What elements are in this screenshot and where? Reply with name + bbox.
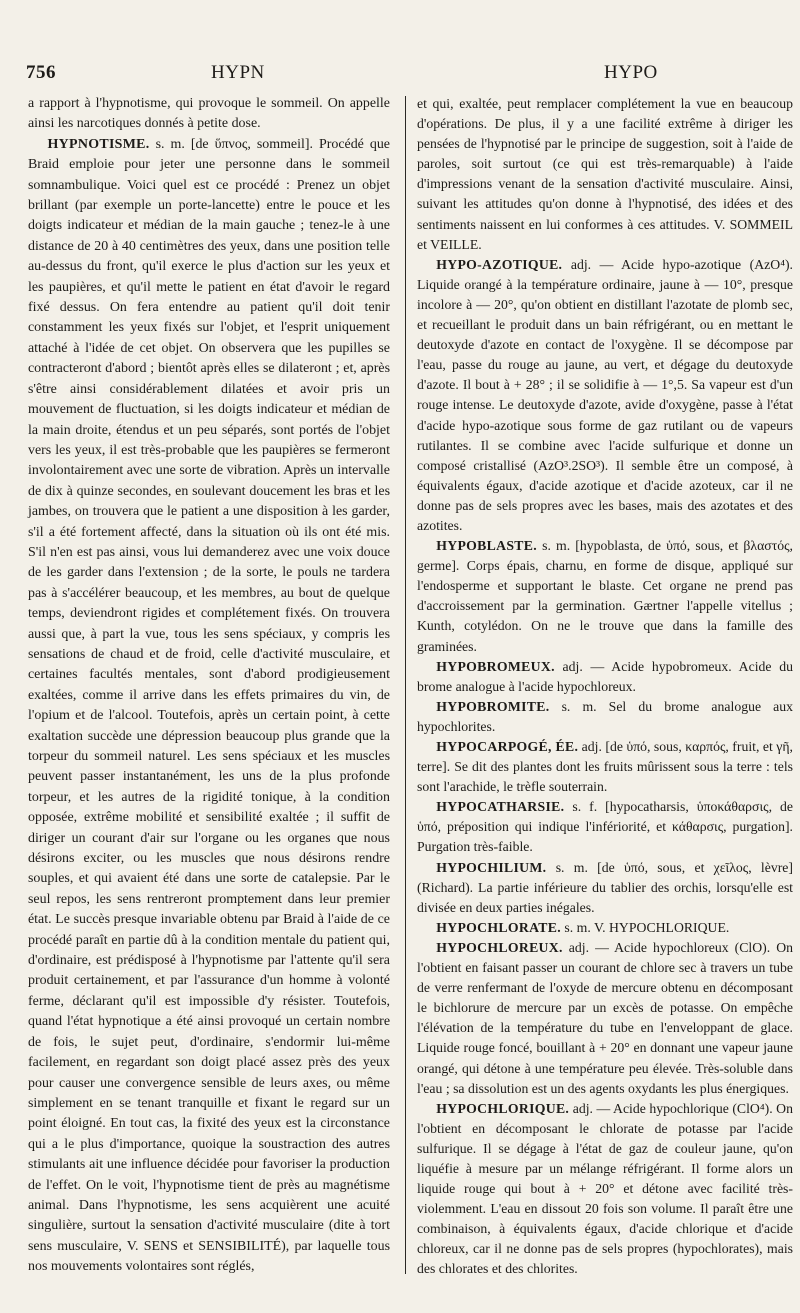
entry-hypnotisme: HYPNOTISME. s. m. [de ὕπνος, sommeil]. Procédé que Braid emploie pour jeter une personne dans le sommeil somnambulique. Voici quel est ce procédé : Prenez un objet brillant (par exemple un porte-lancette) entre le pouce et les doigts indicateur et médian de la main gauche ; tenez-le à une distance de 20 à 40 centimètres des yeux, dans une position telle au-dessus du front, qu'il exerce le plus d'action sur les yeux et les paupières, et qu'il mette le patient en état d'avoir le regard fixé dessus. On fera entendre au patient qu'il doit tenir constamment les yeux fixés sur l'objet, et l'esprit uniquement attaché à l'idée de cet objet. On observera que les pupilles se contracteront d'abord ; bientôt après elles se dilateront ; et, après s'être ainsi considérablement dilatées et avoir pris un mouvement de fluctuation, si les doigts indicateur et médian de la main droite, étendus et un peu séparés, sont portés de l'objet vers les yeux, il est très-probable que les paupières se fermeront involontairement avec une sorte de vibration. Après un intervalle de dix à quinze secondes, en soulevant doucement les bras et les jambes, on trouvera que le patient a une disposition à les garder, s'il a été fortement affecté, dans la situation où ils ont été mis. S'il n'en est pas ainsi, vous lui demanderez avec une voix douce de les garder dans l'extension ; de la sorte, le pouls ne tardera pas à s'accélérer beaucoup, et les membres, au bout de quelque temps, deviendront rigides et complétement fixés. On trouvera aussi que, à part la vue, tous les sens spéciaux, y compris les sensations de chaud et de froid, celle d'activité musculaire, et certaines facultés mentales, sont d'abord prodigieusement exaltées, comme il arrive dans les effets primaires du vin, de l'opium et de l'alcool. Toutefois, après un certain point, à cette exaltation succède une dépression beaucoup plus grande que la torpeur du sommeil naturel. Les sens spéciaux et les muscles peuvent passer instantanément, les uns de la plus profonde torpeur, et les autres de la rigidité tonique, à la condition opposée, extrême mobilité et sensibilité exaltée ; il suffit de diriger un courant d'air sur l'organe ou les organes que nous désirons exciter, ou les muscles que nous désirons rendre souples, et qui avaient été dans une sorte de catalepsie. Par le seul repos, les sens rentreront promptement dans leur premier état. Le succès presque invariable obtenu par Braid à l'aide de ce procédé paraît en partie dû à la condition mentale du patient qui, d'ordinaire, est prédisposé à l'hypnotisme par l'attente qu'il sera produit certainement, et par l'assurance d'un homme à volonté ferme, déclarant qu'il est impossible d'y résister. Toutefois, quand l'état hypnotique a été ainsi provoqué un certain nombre de fois, le sujet peut, d'ordinaire, s'endormir lui-même facilement, en regardant son doigt placé assez près des yeux pour causer une convergence sensible de leurs axes, ou même simplement en se tenant tranquille et fixant le regard sur un point éloigné. En tout cas, la fixité des yeux est la circonstance qui a le plus d'importance, quoique la soustraction des autres stimulants ait une influence décidée pour favoriser la production de l'effet. On le voit, l'hypnotisme tient de près au magnétisme animal. Dans l'hypnotisme, les sens acquièrent une acuité singulière, surtout la sensation d'activité musculaire (dite à tort sens musculaire, V. SENS et SENSIBILITÉ), par laquelle tous nos mouvements volontaires sont réglés, [28, 136, 390, 1275]
headword: HYPOBROMEUX. [436, 658, 555, 674]
entry-hypocarpoge: HYPOCARPOGÉ, ÉE. adj. [de ὑπό, sous, καρπός, fruit, et γῆ, terre]. Se dit des plantes dont les fruits mûrissent sous la terre : tels sont l'arachide, le trèfle souterrain. [417, 739, 793, 795]
left-column [28, 94, 390, 1278]
headword: HYPOCHLORIQUE. [436, 1100, 570, 1116]
entry-hypochilium: HYPOCHILIUM. s. m. [de ὑπό, sous, et χεῖλος, lèvre] (Richard). La partie inférieure du tablier des orchis, lorsqu'elle est divisée en deux parties inégales. [417, 859, 793, 915]
page-header [26, 62, 794, 92]
headword: HYPOCATHARSIE. [436, 799, 565, 815]
entry-hypoblaste: HYPOBLASTE. s. m. [hypoblasta, de ὑπό, sous, et βλαστός, germe]. Corps épais, charnu, en forme de disque, appliqué sur l'endosperme et supportant le blaste. Cet organe ne prend pas d'accroissement par la germination. Gærtner l'appelle vitellus ; Kunth, cotylédon. On ne le trouve que dans la famille des graminées. [417, 538, 793, 654]
entry-hypo-azotique: HYPO-AZOTIQUE. adj. — Acide hypo-azotique (AzO⁴). Liquide orangé à la température ordinaire, jaune à — 10°, presque incolore à — 20°, qu'on obtient en distillant l'azotate de plomb sec, et recueillant le produit dans un bain réfrigérant, ou en mettant le deutoxyde d'azote en contact de l'oxygène. Il se décompose par l'eau, passe du rouge au jaune, au vert, et dégage du deutoxyde d'azote. Il bout à + 28° ; il se solidifie à — 1°,5. Sa vapeur est d'un rouge intense. Le deutoxyde d'azote, avide d'oxygène, passe à l'état d'acide hypo-azotique sous forme de gaz rutilant ou de vapeurs rutilantes. Il se combine avec l'acide sulfurique et donne un composé cristallisé (AzO³.2SO³). Il semble être un composé, à équivalents égaux, d'acide azotique et d'acide azoteux, car il ne donne pas de sels propres avec les bases, mais des azotates et des azotites. [417, 256, 793, 533]
headword: HYPOCARPOGÉ, ÉE. [436, 739, 579, 754]
headword: HYPOCHLORATE. [436, 919, 561, 935]
entry-hypno-continuation: a rapport à l'hypnotisme, qui provoque le sommeil. On appelle ainsi les narcotiques donnés à petite dose. [28, 96, 390, 132]
headword: HYPOBLASTE. [436, 538, 537, 554]
entry-hypnotisme-continuation: et qui, exaltée, peut remplacer complétement la vue en beaucoup d'opérations. De plus, il y a une facilité extrême à diriger les pensées de l'hypnotisé par le principe de suggestion, soit à l'aide de paroles, soit surtout (ce qui est très-remarquable) à l'aide d'impressions venant de la sensation d'activité musculaire. Ainsi, suivant les attitudes qu'on donne à l'hypnotisé, des idées et des sentiments naissent en lui conformes à ces attitudes. V. SOMMEIL et VEILLE. [417, 96, 793, 252]
headword: HYPO-AZOTIQUE. [436, 256, 563, 272]
column-divider [405, 96, 406, 1274]
entry-hypocatharsie: HYPOCATHARSIE. s. f. [hypocatharsis, ὑποκάθαρσις, de ὑπό, préposition qui indique l'infériorité, et κάθαρσις, purgation]. Purgation très-faible. [417, 799, 793, 855]
right-column [417, 94, 793, 1280]
entry-hypobromite: HYPOBROMITE. s. m. Sel du brome analogue aux hypochlorites. [417, 698, 793, 734]
headword: HYPOBROMITE. [436, 698, 550, 714]
entry-hypochloreux: HYPOCHLOREUX. adj. — Acide hypochloreux (ClO). On l'obtient en faisant passer un courant de chlore sec à travers un tube de verre renfermant de l'oxyde de mercure obtenu en décomposant le bichlorure de mercure par un excès de potasse. On empêche l'élévation de la température du tube en l'enveloppant de glace. Liquide rouge foncé, bouillant à + 20° en donnant une vapeur jaune orangé, qui détone à une température peu élevée. Très-soluble dans l'eau ; sa dissolution est un des agents oxydants les plus énergiques. [417, 939, 793, 1096]
running-head-left: HYPN [211, 62, 265, 83]
entry-hypobromeux: HYPOBROMEUX. adj. — Acide hypobromeux. Acide du brome analogue à l'acide hypochloreux. [417, 658, 793, 694]
entry-hypochlorate: HYPOCHLORATE. s. m. V. HYPOCHLORIQUE. [436, 919, 730, 935]
page-number: 756 [26, 62, 56, 83]
entry-hypochlorique: HYPOCHLORIQUE. adj. — Acide hypochlorique (ClO⁴). On l'obtient en décomposant le chlorate de potasse par l'acide sulfurique. Il se dégage à l'état de gaz de couleur jaune, qu'on liquéfie à mesure par un mélange réfrigérant. Il forme alors un liquide rouge qui bout à + 20° et détone avec facilité très-violemment. L'eau en dissout 20 fois son volume. Il paraît être une combinaison, à équivalents égaux, d'acide chlorique et d'acide chloreux, car il ne donne pas de sels propres (hypochlorates), mais des chlorates et des chlorites. [417, 1100, 793, 1277]
headword: HYPNOTISME. [47, 136, 150, 152]
headword: HYPOCHLOREUX. [436, 939, 563, 955]
headword: HYPOCHILIUM. [436, 859, 547, 875]
running-head-right: HYPO [604, 62, 658, 83]
